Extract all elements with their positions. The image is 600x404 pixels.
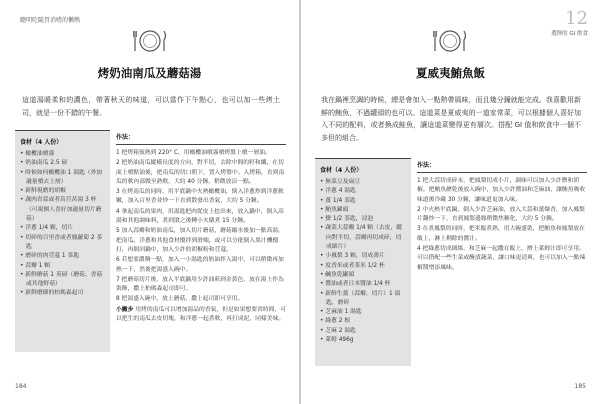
tip-label: 小撇步 — [116, 306, 134, 313]
ingredient-item: • 萊姆 496g — [320, 336, 406, 345]
ingredient-item: • 新鮮生薑（蒜瓣，切片）1 湯匙，磨碎 — [320, 290, 406, 309]
tip-text: 用烤的南瓜可以增加湯品的香氣，但是如果想要省時間，可以把生的南瓜去皮切塊，和洋蔥一起煮軟，再打成泥，同樣美味。 — [116, 306, 286, 323]
left-page — [0, 0, 299, 404]
method-step: 2 把奶油南瓜縱橫長度的方向，對半切，去除中間的籽和纖，在切面上噴點油後，把南瓜的切口朝下，置入烤盤中。入烤箱，直到南瓜的軟內部做至熟軟，大約 40 分鐘。稍微放涼一點。 — [116, 160, 285, 185]
tip — [116, 306, 286, 325]
page-number: 184 — [15, 383, 27, 390]
page-number: 185 — [574, 383, 586, 390]
ingredient-item: • 時候如何橄欖油 1 湯匙（外加適量噴去上層） — [20, 169, 105, 188]
method-steps — [116, 149, 286, 324]
method-column — [417, 160, 587, 274]
method-step: 5 加入蒜瓣和奶油南瓜，加入切片蘑菇，蘑菇縮水後加一點高湯，把南瓜、洋蔥和其他食材攪拌到滑順，或可以分批倒入果汁機攪打，再倒回鍋中，加入少許的胡椒粉和荳蔻。 — [116, 228, 284, 253]
ingredient-item: • 無菜豆及扁豆 — [320, 178, 406, 187]
ingredient-item: • 芝麻 2 湯匙 — [320, 327, 406, 336]
right-page — [301, 0, 600, 404]
method-step: 4 拿起南瓜的果肉，用湯匙把肉從皮上挖出來，放入鍋中，倒入高湯和其他調味料，煮到滾之後轉小火燉煮 15 分鐘。 — [116, 208, 284, 225]
method-step: 1 把烤箱預熱到 220° C，用橄欖油噴霧噴烤盤上噴一層油。 — [116, 150, 271, 156]
method-step: 8 把湯盛入碗中，放上蘑菇，撒上起司即可享用。 — [116, 296, 244, 303]
recipe-title: 夏威夷鮪魚飯 — [416, 66, 485, 80]
ingredient-item: • 鮪魚罐頭 — [320, 206, 406, 215]
ingredient-item: • 度香米或者茶米 1/2 杯 — [320, 262, 406, 271]
ingredients-list — [20, 150, 105, 299]
method-step: 7 把蘑菇切片後，放入平底鍋用少許油煎到金黃色，放在湯上作為裝飾，撒上柏瑪森起司即可。 — [116, 276, 284, 293]
ingredient-item: • 鹽 1/2 茶匙，浸泡 — [320, 215, 406, 224]
ingredients-heading: 食材（4 人份） — [20, 139, 63, 146]
ingredient-item: • 小鳳梨 3 顆，切成薄片 — [320, 252, 406, 261]
method-step: 2 中火熱平底鍋，倒入少許芝麻油，放入大蒜和薑爆香，加入鳳梨片翻炒一下，直到鳳梨邊緣稍微焦糖化，大約 5 分鐘。 — [417, 206, 585, 223]
running-header: 聰明吃隨胃消嗜的懶熱 — [20, 17, 81, 24]
ingredients-heading: 食材（4 人份） — [320, 167, 363, 174]
method-step: 6 若想要濃稠一點，加入一小湯匙的奶油拌入湯中，可以稍微再加熱一下，然後把湯盛入碗中。 — [116, 257, 284, 273]
ingredient-item: • 蒜瓣 1 顆 — [20, 262, 105, 271]
ingredients-panel — [15, 130, 110, 352]
method-step: 4 把綠蔥切成細絲，和芝麻一起撒在飯上，擠上萊姆汁即可享用。可以搭配一些生菜或醃漬蔬菜，讓口味更清爽，也可以加入一點辣椒醬增添風味。 — [417, 246, 586, 271]
recipe-intro: 我在鍋裡烹調的時候，總是會加入一點熱帶風味，而且幾分鐘就能完成。我喜歡用新鮮的鮪魚，不過罐頭的也可以。這道菜是夏威夷的一道家常菜，可以根據個人喜好加入不同的配料，或者換成鮭魚，讓這道菜變得更有層次。搭配 GI 值和飲食中一個不多但的組合。 — [321, 96, 581, 142]
ingredient-item: • 新鮮蘑菇 1 英磅（蘑菇、香菇或其他野菇） — [20, 271, 105, 290]
ingredient-item: • 鹹魚乾罐頭 — [320, 271, 406, 280]
recipe-intro: 這道湯暖柔和的濃色，帶著秋天的味道，可以當作下午點心，也可以加一些烤土司，就是一份不錯的午餐。 — [22, 96, 280, 117]
ingredient-item: • 奶油南瓜 2.5 磅 — [20, 159, 105, 168]
ingredient-item: • 橄欖油噴霧 — [20, 150, 105, 159]
ingredient-item: • 洋蔥 4 湯匙 — [320, 187, 406, 196]
ingredient-item: • 新鮮磨細的柏瑪森起司 — [20, 289, 105, 298]
ingredient-item: • 新鮮現磨的胡椒 — [20, 187, 105, 196]
ingredient-item: • 磨碎的肉荳蔻 1 茶匙 — [20, 252, 105, 261]
method-heading: 作法： — [116, 132, 286, 145]
ingredient-item: • 蔬肉青蒜或者莴苣莴湯 3 杯（可視個人喜好加適量切片蘑菇） — [20, 196, 105, 224]
ingredients-panel — [315, 158, 411, 366]
method-heading: 作法： — [417, 160, 587, 173]
method-step: 3 在烤南瓜的同時，用平底鍋中火熱橄欖油，倒入洋蔥炒到洋蔥軟嫩，加入百里香並炒一下直到散發出香氣，大約 5 分鐘。 — [116, 189, 284, 205]
ingredient-item: • 芝麻油 1 湯匙 — [320, 308, 406, 317]
method-column — [116, 132, 286, 325]
ingredient-item: • 綠蔥 2 根 — [320, 317, 406, 326]
plate-cutlery-icon — [431, 28, 469, 54]
method-steps — [417, 177, 587, 273]
ingredient-item: • 切碎的百里香或者鳳蘿蔔 2 茶匙 — [20, 234, 105, 253]
recipe-title: 烤奶油南瓜及蘑菇湯 — [97, 66, 202, 80]
chapter-subtitle: 選擇的 GI 飲食 — [551, 31, 588, 37]
plate-cutlery-icon — [131, 28, 169, 54]
ingredient-item: • 薑 1/4 茶匙 — [320, 197, 406, 206]
method-step: 1 把大蒜切成碎末，把鳳梨切成小片，調味可以加入少許鹽和胡椒。把鮪魚瀝乾後放入碗中，加入少許醬油和芝麻油，讓鮪魚吸收味道後冷藏 30 分鐘，讓味道更加入味。 — [417, 178, 586, 203]
ingredients-list — [320, 178, 406, 345]
ingredient-item: • 醬油或者日本醬油 1/4 杯 — [320, 280, 406, 289]
method-step: 3 在煮鳳梨的同時，把米飯煮熟，用大碗盛裝，把鮪魚和鳳梨放在飯上，淋上剩餘的醬汁。 — [417, 226, 585, 242]
ingredient-item: • 蔬菜大蒜瓣 1/4 顆（去皮，縱向對半切，蒜瓣再切成碎，切成細片） — [320, 224, 406, 252]
chapter-number: 12 — [565, 8, 588, 29]
chapter-header — [551, 10, 588, 37]
ingredient-item: • 洋蔥 1/4 顆，切片 — [20, 224, 105, 233]
